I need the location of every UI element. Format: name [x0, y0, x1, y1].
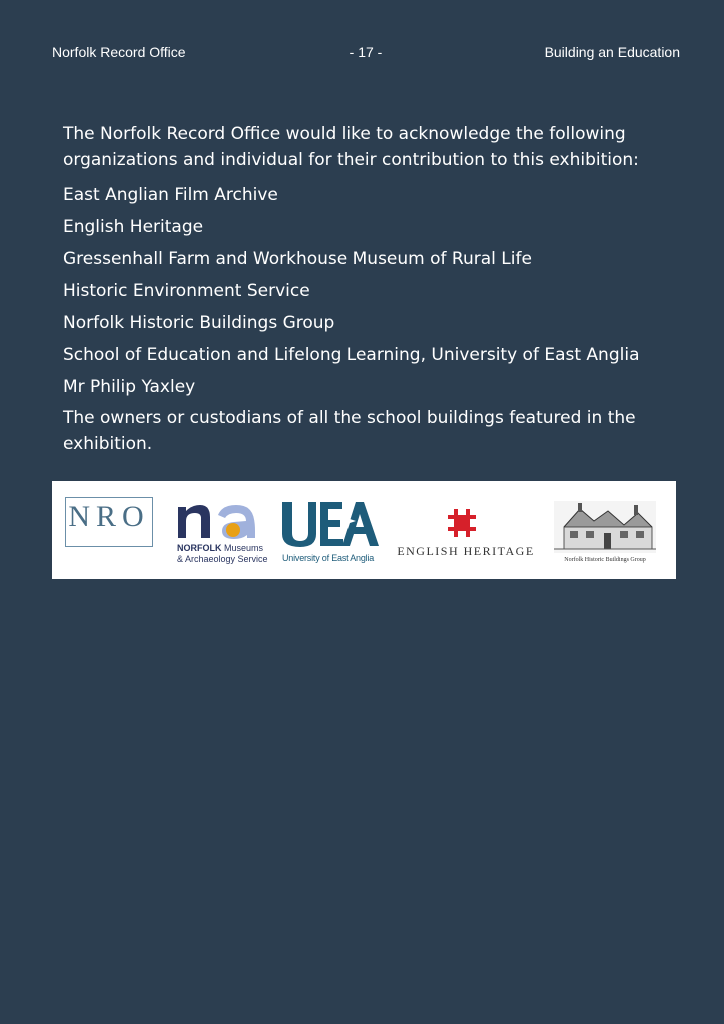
acknowledgement-entry: Norfolk Historic Buildings Group	[63, 313, 335, 333]
uea-name: University of East Anglia	[282, 553, 375, 563]
page-number: - 17 -	[349, 44, 383, 60]
norfolk-museums-mark-icon	[176, 501, 268, 539]
english-heritage-portcullis-icon	[446, 507, 478, 539]
uea-logo	[280, 499, 380, 569]
nro-logo	[65, 497, 153, 547]
norfolk-historic-buildings-name: Norfolk Historic Buildings Group	[564, 557, 646, 563]
header-right-text: Building an Education	[544, 44, 680, 60]
acknowledgement-entry: Gressenhall Farm and Workhouse Museum of Rural Life	[63, 249, 532, 269]
acknowledgement-entry: Historic Environment Service	[63, 281, 310, 301]
acknowledgement-entry: English Heritage	[63, 217, 204, 237]
norfolk-museums-name-bold: NORFOLK	[177, 543, 222, 553]
acknowledgements-body	[63, 121, 673, 457]
nro-logo-text: NRO	[68, 500, 150, 533]
english-heritage-logo	[386, 507, 546, 563]
acknowledgements-closing: The owners or custodians of all the school buildings featured in the exhibition.	[63, 408, 636, 454]
norfolk-museums-name-rest: Museums	[221, 543, 264, 553]
acknowledgements-intro: The Norfolk Record Office would like to acknowledge the following organizations and individual for their contribution to this exhibition:	[63, 124, 639, 170]
norfolk-museums-name	[177, 543, 263, 554]
uea-mark-icon	[280, 499, 380, 549]
norfolk-museums-subtitle: & Archaeology Service	[177, 554, 268, 564]
header-left-text: Norfolk Record Office	[52, 44, 186, 60]
norfolk-historic-buildings-logo	[554, 501, 656, 565]
partner-logo-strip	[52, 481, 676, 579]
norfolk-museums-logo	[176, 501, 268, 571]
historic-building-drawing-icon	[554, 501, 656, 553]
acknowledgement-entry: East Anglian Film Archive	[63, 185, 278, 205]
english-heritage-name: ENGLISH HERITAGE	[397, 544, 535, 558]
page-header	[52, 43, 680, 61]
acknowledgement-entry: Mr Philip Yaxley	[63, 377, 196, 397]
acknowledgement-entry: School of Education and Lifelong Learning, University of East Anglia	[63, 345, 640, 365]
